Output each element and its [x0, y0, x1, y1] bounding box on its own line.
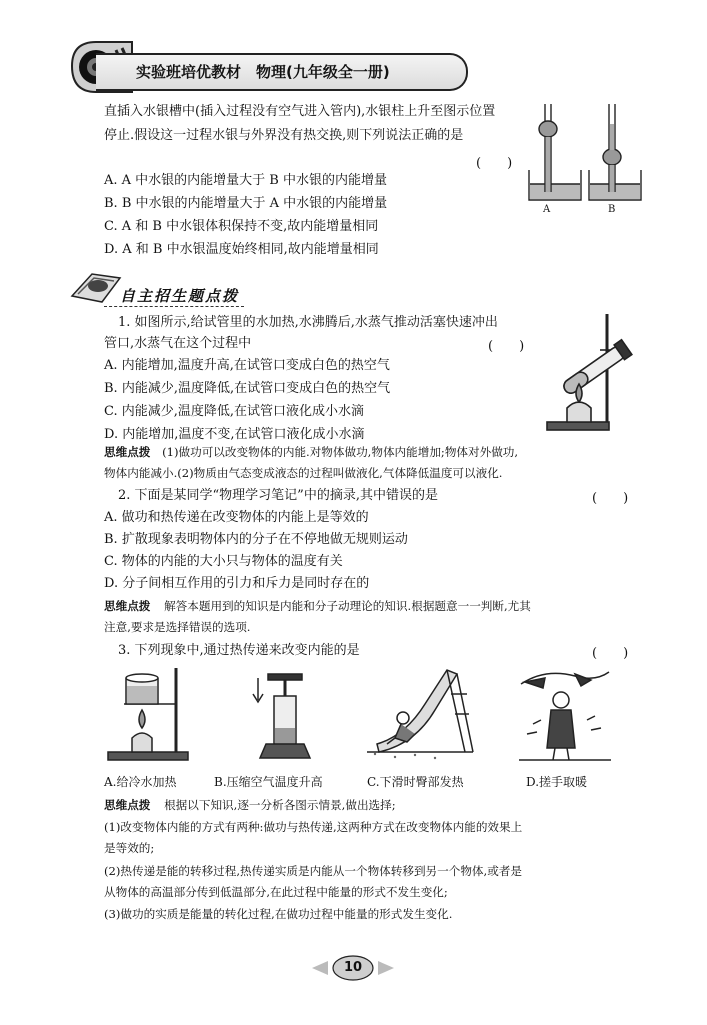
q2-hint-label: 思维点拨: [104, 599, 151, 613]
q2-hint-line-1: [104, 598, 531, 615]
section-title: 自主招生题点拨: [120, 287, 240, 305]
intro-option-b: B. B 中水银的内能增量大于 A 中水银的内能增量: [104, 196, 388, 211]
mercury-tubes-figure: [525, 104, 645, 206]
section-underline: [104, 306, 244, 307]
q3-hint-line-1: [104, 797, 396, 814]
q3-hint-text-1: 根据以下知识,逐一分析各图示情景,做出选择;: [164, 798, 396, 812]
header-title: 实验班培优教材 物理(九年级全一册): [136, 63, 390, 81]
q1-option-d: D. 内能增加,温度不变,在试管口液化成小水滴: [104, 427, 365, 442]
q3-hint-line-3: 是等效的;: [104, 841, 155, 855]
q3-hint-line-4: (2)热传递是能的转移过程,热传递实质是内能从一个物体转移到另一个物体,或者是: [104, 864, 522, 878]
q1-hint-line-1: [104, 444, 518, 461]
figure-compressing-air: [244, 668, 314, 764]
figure-label-b: B: [608, 204, 616, 215]
q2-hint-text-1: 解答本题用到的知识是内能和分子动理论的知识.根据题意一一判断,尤其: [164, 599, 531, 613]
intro-option-d: D. A 和 B 中水银温度始终相同,故内能增量相同: [104, 242, 379, 257]
q3-hint-line-6: (3)做功的实质是能量的转化过程,在做功过程中能量的形式发生变化.: [104, 907, 453, 921]
intro-option-c: C. A 和 B 中水银体积保持不变,故内能增量相同: [104, 219, 379, 234]
q3-caption-b: B.压缩空气温度升高: [214, 775, 323, 789]
q1-option-a: A. 内能增加,温度升高,在试管口变成白色的热空气: [104, 358, 390, 373]
q2-option-c: C. 物体的内能的大小只与物体的温度有关: [104, 554, 343, 569]
figure-rubbing-hands: [515, 664, 615, 764]
test-tube-heating-figure: [545, 310, 650, 435]
q3-stem: 3. 下列现象中,通过热传递来改变内能的是: [118, 643, 360, 658]
q1-hint-label: 思维点拨: [104, 445, 151, 459]
q2-option-a: A. 做功和热传递在改变物体的内能上是等效的: [104, 510, 369, 525]
q3-caption-a: A.给冷水加热: [104, 775, 177, 789]
figure-label-a: A: [543, 204, 551, 215]
q1-hint-text-1: (1)做功可以改变物体的内能.对物体做功,物体内能增加;物体对外做功,: [162, 445, 519, 459]
q1-option-b: B. 内能减少,温度降低,在试管口变成白色的热空气: [104, 381, 391, 396]
intro-line-2: 停止.假设这一过程水银与外界没有热交换,则下列说法正确的是: [104, 128, 464, 143]
q2-stem: 2. 下面是某同学“物理学习笔记”中的摘录,其中错误的是: [118, 488, 438, 503]
q1-line-1: 1. 如图所示,给试管里的水加热,水沸腾后,水蒸气推动活塞快速冲出: [118, 315, 498, 330]
book-icon: [68, 266, 124, 306]
q3-hint-line-2: (1)改变物体内能的方式有两种:做功与热传递,这两种方式在改变物体内能的效果上: [104, 820, 523, 834]
figure-heating-water: [104, 664, 194, 764]
q2-option-b: B. 扩散现象表明物体内的分子在不停地做无规则运动: [104, 532, 408, 547]
figure-slide: [365, 664, 475, 764]
intro-line-1: 直插入水银槽中(插入过程没有空气进入管内),水银柱上升至图示位置: [104, 104, 496, 119]
q3-caption-d: D.搓手取暖: [526, 775, 588, 789]
intro-option-a: A. A 中水银的内能增量大于 B 中水银的内能增量: [104, 173, 387, 188]
q1-answer-blank: ( ): [488, 339, 525, 354]
q2-answer-blank: ( ): [592, 491, 629, 506]
q2-option-d: D. 分子间相互作用的引力和斥力是同时存在的: [104, 576, 370, 591]
q3-caption-c: C.下滑时臀部发热: [367, 775, 464, 789]
q1-hint-line-2: 物体内能减小.(2)物质由气态变成液态的过程叫做液化,气体降低温度可以液化.: [104, 466, 503, 480]
q1-line-2: 管口,水蒸气在这个过程中: [104, 336, 252, 351]
intro-answer-blank: ( ): [476, 156, 513, 171]
q3-hint-line-5: 从物体的高温部分传到低温部分,在此过程中能量的形式不发生变化;: [104, 885, 448, 899]
q3-hint-label: 思维点拨: [104, 798, 151, 812]
page-number: 10: [343, 960, 363, 975]
q2-hint-line-2: 注意,要求是选择错误的选项.: [104, 620, 251, 634]
q1-option-c: C. 内能减少,温度降低,在试管口液化成小水滴: [104, 404, 365, 419]
q3-answer-blank: ( ): [592, 646, 629, 661]
